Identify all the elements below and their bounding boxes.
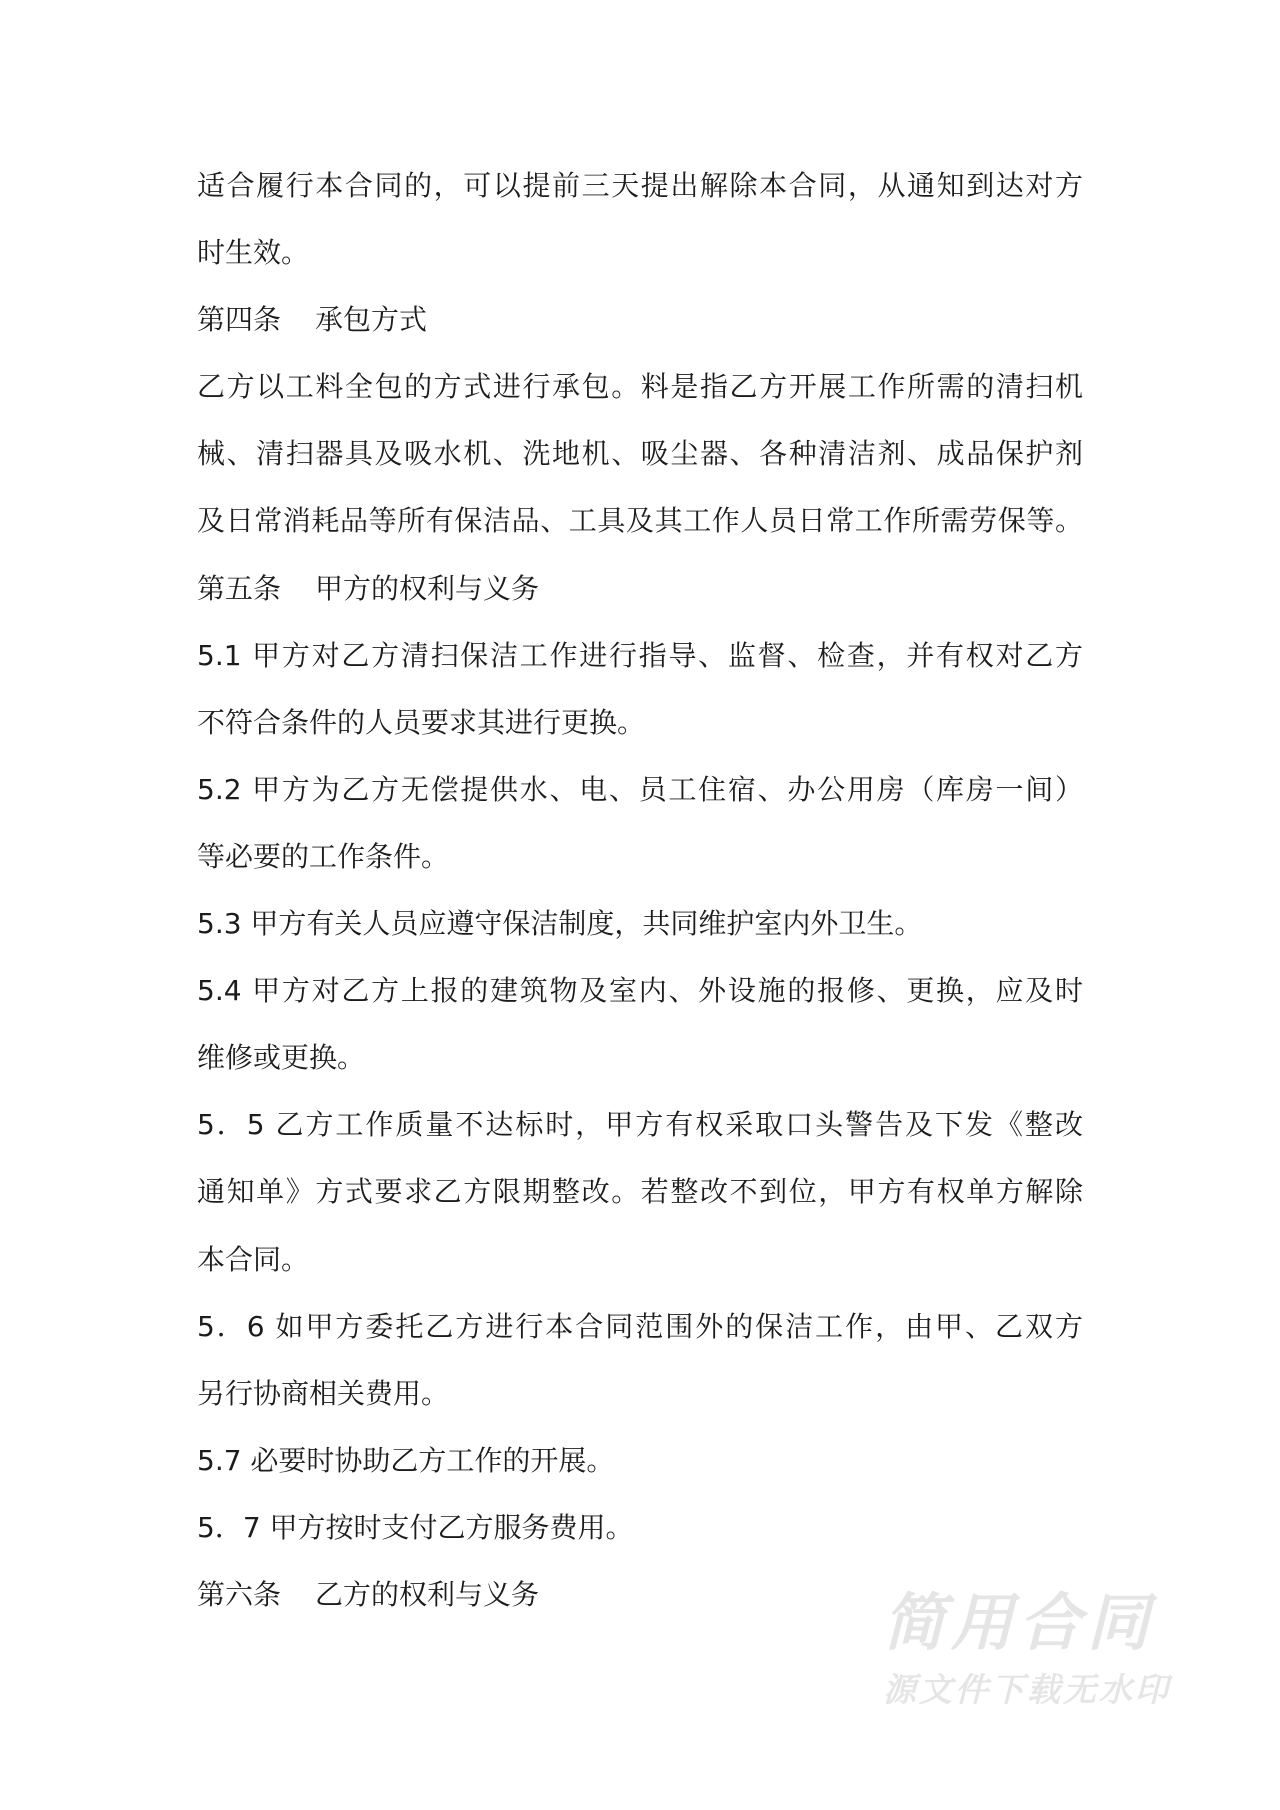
paragraph-line: 不符合条件的人员要求其进行更换。 [197, 705, 646, 739]
document-body [197, 152, 1083, 1628]
watermark-title: 简用合同 [883, 1586, 1156, 1659]
paragraph-line: 乙方以工料全包的方式进行承包。料是指乙方开展工作所需的清扫机 [197, 370, 1083, 404]
section-number: 第四条 [197, 303, 282, 337]
clause-5-3: 5.3 甲方有关人员应遵守保洁制度，共同维护室内外卫生。 [197, 907, 923, 941]
clause-5-2: 5.2 甲方为乙方无偿提供水、电、员工住宿、办公用房（库房一间） [197, 772, 1083, 806]
paragraph-line: 通知单》方式要求乙方限期整改。若整改不到位，甲方有权单方解除 [197, 1175, 1083, 1209]
clause-5-4: 5.4 甲方对乙方上报的建筑物及室内、外设施的报修、更换，应及时 [197, 974, 1083, 1008]
paragraph-line: 本合同。 [197, 1242, 310, 1276]
section-title: 承包方式 [315, 303, 428, 337]
watermark-subtitle: 源文件下载无水印 [883, 1670, 1171, 1709]
section-title: 乙方的权利与义务 [315, 1577, 540, 1611]
paragraph-line: 适合履行本合同的，可以提前三天提出解除本合同，从通知到达对方 [197, 169, 1083, 202]
clause-5-7b: 5．7 甲方按时支付乙方服务费用。 [197, 1510, 634, 1544]
section-title: 甲方的权利与义务 [315, 571, 540, 605]
clause-5-6: 5．6 如甲方委托乙方进行本合同范围外的保洁工作，由甲、乙双方 [197, 1309, 1083, 1343]
clause-5-5: 5．5 乙方工作质量不达标时，甲方有权采取口头警告及下发《整改 [197, 1108, 1083, 1142]
paragraph-line: 时生效。 [197, 236, 310, 270]
paragraph-line: 另行协商相关费用。 [197, 1376, 450, 1410]
watermark [883, 1588, 1183, 1708]
section-heading-5 [197, 555, 1083, 622]
clause-5-1: 5.1 甲方对乙方清扫保洁工作进行指导、监督、检查，并有权对乙方 [197, 638, 1083, 672]
section-heading-4 [197, 286, 1083, 353]
paragraph-line: 械、清扫器具及吸水机、洗地机、吸尘器、各种清洁剂、成品保护剂 [197, 437, 1083, 471]
paragraph-line: 及日常消耗品等所有保洁品、工具及其工作人员日常工作所需劳保等。 [197, 504, 1083, 538]
paragraph-line: 等必要的工作条件。 [197, 839, 450, 873]
section-number: 第五条 [197, 571, 282, 605]
section-number: 第六条 [197, 1577, 282, 1611]
paragraph-line: 维修或更换。 [197, 1041, 366, 1075]
clause-5-7a: 5.7 必要时协助乙方工作的开展。 [197, 1443, 615, 1477]
